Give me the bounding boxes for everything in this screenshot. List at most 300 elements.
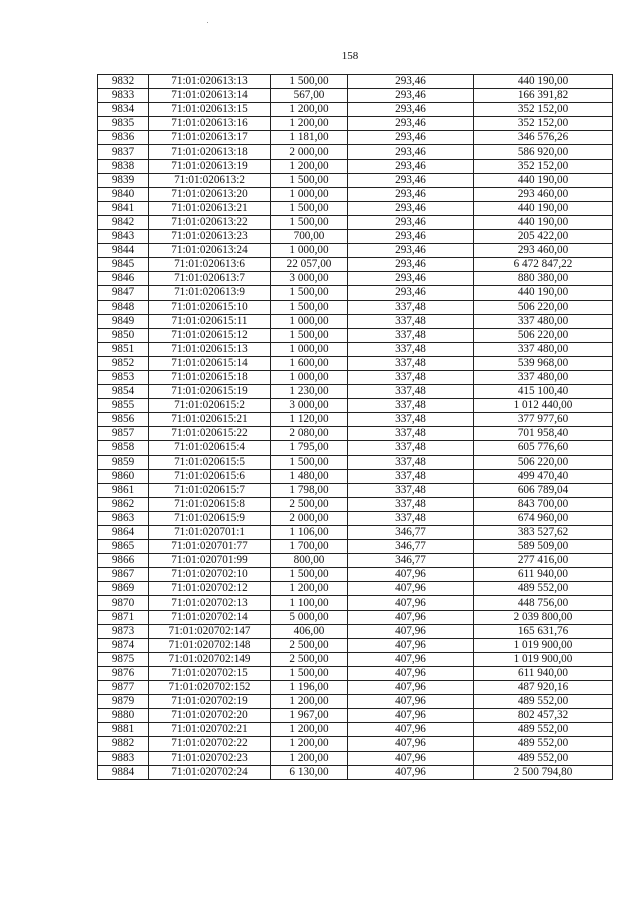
table-row [98, 159, 613, 173]
specific-value-cell: 337,48 [348, 413, 474, 427]
table-row [98, 666, 613, 680]
cadastral-value-cell: 1 012 440,00 [474, 399, 613, 413]
row-number-cell: 9847 [98, 286, 149, 300]
area-cell: 1 500,00 [271, 568, 348, 582]
specific-value-cell: 337,48 [348, 427, 474, 441]
table-row [98, 427, 613, 441]
row-number-cell: 9874 [98, 638, 149, 652]
row-number-cell: 9860 [98, 469, 149, 483]
row-number-cell: 9832 [98, 75, 149, 89]
cadastral-value-cell: 440 190,00 [474, 173, 613, 187]
specific-value-cell: 293,46 [348, 89, 474, 103]
specific-value-cell: 407,96 [348, 582, 474, 596]
specific-value-cell: 346,77 [348, 526, 474, 540]
specific-value-cell: 293,46 [348, 187, 474, 201]
area-cell: 406,00 [271, 624, 348, 638]
row-number-cell: 9855 [98, 399, 149, 413]
table-row [98, 610, 613, 624]
cadastral-number-cell: 71:01:020702:10 [149, 568, 271, 582]
cadastral-value-cell: 346 576,26 [474, 131, 613, 145]
cadastral-number-cell: 71:01:020613:24 [149, 244, 271, 258]
table-row [98, 356, 613, 370]
table-row [98, 554, 613, 568]
row-number-cell: 9879 [98, 695, 149, 709]
cadastral-number-cell: 71:01:020702:22 [149, 737, 271, 751]
table-row [98, 300, 613, 314]
cadastral-number-cell: 71:01:020615:11 [149, 314, 271, 328]
cadastral-value-cell: 293 460,00 [474, 244, 613, 258]
cadastral-value-cell: 674 960,00 [474, 511, 613, 525]
area-cell: 1 200,00 [271, 159, 348, 173]
cadastral-value-cell: 166 391,82 [474, 89, 613, 103]
specific-value-cell: 407,96 [348, 596, 474, 610]
area-cell: 1 200,00 [271, 103, 348, 117]
area-cell: 22 057,00 [271, 258, 348, 272]
row-number-cell: 9838 [98, 159, 149, 173]
specific-value-cell: 407,96 [348, 568, 474, 582]
cadastral-number-cell: 71:01:020613:13 [149, 75, 271, 89]
table-row [98, 131, 613, 145]
row-number-cell: 9867 [98, 568, 149, 582]
area-cell: 2 000,00 [271, 511, 348, 525]
row-number-cell: 9844 [98, 244, 149, 258]
specific-value-cell: 293,46 [348, 272, 474, 286]
row-number-cell: 9836 [98, 131, 149, 145]
cadastral-value-cell: 843 700,00 [474, 497, 613, 511]
specific-value-cell: 337,48 [348, 385, 474, 399]
cadastral-number-cell: 71:01:020613:22 [149, 215, 271, 229]
specific-value-cell: 293,46 [348, 173, 474, 187]
specific-value-cell: 293,46 [348, 145, 474, 159]
cadastral-value-cell: 337 480,00 [474, 370, 613, 384]
row-number-cell: 9876 [98, 666, 149, 680]
cadastral-value-cell: 415 100,40 [474, 385, 613, 399]
cadastral-value-cell: 440 190,00 [474, 286, 613, 300]
table-row [98, 244, 613, 258]
row-number-cell: 9857 [98, 427, 149, 441]
cadastral-value-cell: 165 631,76 [474, 624, 613, 638]
area-cell: 1 795,00 [271, 441, 348, 455]
area-cell: 1 500,00 [271, 455, 348, 469]
row-number-cell: 9849 [98, 314, 149, 328]
cadastral-value-cell: 448 756,00 [474, 596, 613, 610]
cadastral-value-cell: 377 977,60 [474, 413, 613, 427]
specific-value-cell: 337,48 [348, 356, 474, 370]
area-cell: 1 200,00 [271, 582, 348, 596]
cadastral-value-cell: 489 552,00 [474, 751, 613, 765]
cadastral-value-cell: 506 220,00 [474, 455, 613, 469]
table-row [98, 540, 613, 554]
row-number-cell: 9858 [98, 441, 149, 455]
area-cell: 1 500,00 [271, 215, 348, 229]
cadastral-number-cell: 71:01:020615:6 [149, 469, 271, 483]
cadastral-number-cell: 71:01:020615:13 [149, 342, 271, 356]
row-number-cell: 9837 [98, 145, 149, 159]
row-number-cell: 9865 [98, 540, 149, 554]
row-number-cell: 9852 [98, 356, 149, 370]
cadastral-value-cell: 352 152,00 [474, 159, 613, 173]
table-row [98, 230, 613, 244]
area-cell: 1 500,00 [271, 173, 348, 187]
specific-value-cell: 407,96 [348, 638, 474, 652]
cadastral-number-cell: 71:01:020615:8 [149, 497, 271, 511]
table-row [98, 526, 613, 540]
area-cell: 1 000,00 [271, 314, 348, 328]
row-number-cell: 9863 [98, 511, 149, 525]
table-row [98, 413, 613, 427]
specific-value-cell: 407,96 [348, 751, 474, 765]
cadastral-number-cell: 71:01:020615:21 [149, 413, 271, 427]
area-cell: 1 500,00 [271, 75, 348, 89]
table-row [98, 89, 613, 103]
cadastral-value-cell: 337 480,00 [474, 314, 613, 328]
table-row [98, 103, 613, 117]
area-cell: 1 500,00 [271, 300, 348, 314]
cadastral-value-cell: 489 552,00 [474, 582, 613, 596]
cadastral-number-cell: 71:01:020613:21 [149, 201, 271, 215]
cadastral-number-cell: 71:01:020702:21 [149, 723, 271, 737]
table-row [98, 215, 613, 229]
row-number-cell: 9834 [98, 103, 149, 117]
cadastral-number-cell: 71:01:020702:152 [149, 681, 271, 695]
table-row [98, 258, 613, 272]
cadastral-value-cell: 611 940,00 [474, 568, 613, 582]
row-number-cell: 9846 [98, 272, 149, 286]
cadastral-value-cell: 2 039 800,00 [474, 610, 613, 624]
cadastral-value-cell: 499 470,40 [474, 469, 613, 483]
cadastral-number-cell: 71:01:020702:13 [149, 596, 271, 610]
specific-value-cell: 293,46 [348, 103, 474, 117]
specific-value-cell: 293,46 [348, 159, 474, 173]
cadastral-number-cell: 71:01:020615:18 [149, 370, 271, 384]
cadastral-value-cell: 802 457,32 [474, 709, 613, 723]
area-cell: 567,00 [271, 89, 348, 103]
cadastral-value-cell: 293 460,00 [474, 187, 613, 201]
cadastral-number-cell: 71:01:020702:12 [149, 582, 271, 596]
cadastral-number-cell: 71:01:020615:22 [149, 427, 271, 441]
area-cell: 1 106,00 [271, 526, 348, 540]
table-row [98, 145, 613, 159]
specific-value-cell: 337,48 [348, 511, 474, 525]
cadastral-value-cell: 1 019 900,00 [474, 652, 613, 666]
cadastral-number-cell: 71:01:020613:6 [149, 258, 271, 272]
row-number-cell: 9866 [98, 554, 149, 568]
cadastral-number-cell: 71:01:020702:149 [149, 652, 271, 666]
area-cell: 1 480,00 [271, 469, 348, 483]
cadastral-number-cell: 71:01:020701:1 [149, 526, 271, 540]
specific-value-cell: 293,46 [348, 286, 474, 300]
cadastral-number-cell: 71:01:020702:19 [149, 695, 271, 709]
cadastral-number-cell: 71:01:020615:10 [149, 300, 271, 314]
cadastral-number-cell: 71:01:020613:19 [149, 159, 271, 173]
cadastral-number-cell: 71:01:020702:15 [149, 666, 271, 680]
cadastral-value-cell: 205 422,00 [474, 230, 613, 244]
cadastral-number-cell: 71:01:020702:14 [149, 610, 271, 624]
row-number-cell: 9883 [98, 751, 149, 765]
area-cell: 3 000,00 [271, 399, 348, 413]
row-number-cell: 9851 [98, 342, 149, 356]
specific-value-cell: 293,46 [348, 215, 474, 229]
cadastral-number-cell: 71:01:020615:4 [149, 441, 271, 455]
row-number-cell: 9877 [98, 681, 149, 695]
table-row [98, 723, 613, 737]
specific-value-cell: 407,96 [348, 666, 474, 680]
area-cell: 2 500,00 [271, 638, 348, 652]
cadastral-value-cell: 611 940,00 [474, 666, 613, 680]
area-cell: 1 100,00 [271, 596, 348, 610]
area-cell: 1 500,00 [271, 666, 348, 680]
cadastral-number-cell: 71:01:020615:19 [149, 385, 271, 399]
table-row [98, 652, 613, 666]
table-row [98, 695, 613, 709]
cadastral-value-cell: 337 480,00 [474, 342, 613, 356]
specific-value-cell: 337,48 [348, 483, 474, 497]
area-cell: 1 500,00 [271, 328, 348, 342]
cadastral-value-cell: 352 152,00 [474, 117, 613, 131]
row-number-cell: 9833 [98, 89, 149, 103]
cadastral-value-cell: 506 220,00 [474, 300, 613, 314]
cadastral-number-cell: 71:01:020613:7 [149, 272, 271, 286]
cadastral-value-cell: 383 527,62 [474, 526, 613, 540]
row-number-cell: 9856 [98, 413, 149, 427]
cadastral-value-cell: 2 500 794,80 [474, 765, 613, 779]
row-number-cell: 9870 [98, 596, 149, 610]
table-row [98, 737, 613, 751]
area-cell: 2 000,00 [271, 145, 348, 159]
table-row [98, 511, 613, 525]
area-cell: 1 600,00 [271, 356, 348, 370]
row-number-cell: 9835 [98, 117, 149, 131]
cadastral-number-cell: 71:01:020613:17 [149, 131, 271, 145]
cadastral-value-cell: 489 552,00 [474, 737, 613, 751]
specific-value-cell: 293,46 [348, 258, 474, 272]
row-number-cell: 9875 [98, 652, 149, 666]
specific-value-cell: 293,46 [348, 201, 474, 215]
cadastral-number-cell: 71:01:020613:23 [149, 230, 271, 244]
table-row [98, 681, 613, 695]
specific-value-cell: 337,48 [348, 441, 474, 455]
area-cell: 6 130,00 [271, 765, 348, 779]
row-number-cell: 9884 [98, 765, 149, 779]
cadastral-value-cell: 487 920,16 [474, 681, 613, 695]
table-row [98, 328, 613, 342]
row-number-cell: 9859 [98, 455, 149, 469]
table-row [98, 187, 613, 201]
cadastral-number-cell: 71:01:020702:24 [149, 765, 271, 779]
row-number-cell: 9843 [98, 230, 149, 244]
area-cell: 5 000,00 [271, 610, 348, 624]
area-cell: 1 196,00 [271, 681, 348, 695]
area-cell: 2 500,00 [271, 497, 348, 511]
cadastral-value-cell: 1 019 900,00 [474, 638, 613, 652]
table-row [98, 117, 613, 131]
page-number: 158 [341, 50, 359, 62]
area-cell: 1 181,00 [271, 131, 348, 145]
table-row [98, 286, 613, 300]
table-row [98, 638, 613, 652]
cadastral-number-cell: 71:01:020613:20 [149, 187, 271, 201]
area-cell: 1 967,00 [271, 709, 348, 723]
row-number-cell: 9854 [98, 385, 149, 399]
cadastral-value-cell: 277 416,00 [474, 554, 613, 568]
specific-value-cell: 337,48 [348, 300, 474, 314]
specific-value-cell: 346,77 [348, 540, 474, 554]
specific-value-cell: 346,77 [348, 554, 474, 568]
specific-value-cell: 407,96 [348, 737, 474, 751]
table-row [98, 483, 613, 497]
specific-value-cell: 407,96 [348, 681, 474, 695]
area-cell: 1 500,00 [271, 201, 348, 215]
table-row [98, 624, 613, 638]
table-row [98, 370, 613, 384]
cadastral-value-cell: 6 472 847,22 [474, 258, 613, 272]
cadastral-number-cell: 71:01:020613:15 [149, 103, 271, 117]
table-row [98, 751, 613, 765]
table-row [98, 173, 613, 187]
area-cell: 2 080,00 [271, 427, 348, 441]
cadastral-value-cell: 440 190,00 [474, 201, 613, 215]
cadastral-number-cell: 71:01:020615:7 [149, 483, 271, 497]
area-cell: 1 000,00 [271, 187, 348, 201]
row-number-cell: 9873 [98, 624, 149, 638]
specific-value-cell: 407,96 [348, 709, 474, 723]
cadastral-value-cell: 440 190,00 [474, 75, 613, 89]
row-number-cell: 9871 [98, 610, 149, 624]
area-cell: 700,00 [271, 230, 348, 244]
cadastral-number-cell: 71:01:020615:9 [149, 511, 271, 525]
area-cell: 1 200,00 [271, 723, 348, 737]
cadastral-number-cell: 71:01:020613:9 [149, 286, 271, 300]
area-cell: 1 798,00 [271, 483, 348, 497]
row-number-cell: 9845 [98, 258, 149, 272]
table-row [98, 385, 613, 399]
table-row [98, 314, 613, 328]
area-cell: 3 000,00 [271, 272, 348, 286]
cadastral-value-cell: 880 380,00 [474, 272, 613, 286]
row-number-cell: 9853 [98, 370, 149, 384]
area-cell: 1 700,00 [271, 540, 348, 554]
cadastral-number-cell: 71:01:020702:147 [149, 624, 271, 638]
specific-value-cell: 337,48 [348, 314, 474, 328]
cadastral-number-cell: 71:01:020701:99 [149, 554, 271, 568]
table-row [98, 441, 613, 455]
specific-value-cell: 407,96 [348, 624, 474, 638]
area-cell: 1 200,00 [271, 751, 348, 765]
specific-value-cell: 337,48 [348, 328, 474, 342]
area-cell: 1 230,00 [271, 385, 348, 399]
cadastral-number-cell: 71:01:020702:20 [149, 709, 271, 723]
cadastral-number-cell: 71:01:020701:77 [149, 540, 271, 554]
area-cell: 1 200,00 [271, 737, 348, 751]
row-number-cell: 9841 [98, 201, 149, 215]
row-number-cell: 9869 [98, 582, 149, 596]
cadastral-number-cell: 71:01:020615:2 [149, 399, 271, 413]
specific-value-cell: 293,46 [348, 131, 474, 145]
cadastral-number-cell: 71:01:020613:2 [149, 173, 271, 187]
cadastral-number-cell: 71:01:020615:5 [149, 455, 271, 469]
table-body [98, 75, 613, 780]
cadastral-number-cell: 71:01:020613:16 [149, 117, 271, 131]
area-cell: 1 000,00 [271, 342, 348, 356]
cadastral-value-cell: 586 920,00 [474, 145, 613, 159]
table-row [98, 596, 613, 610]
row-number-cell: 9861 [98, 483, 149, 497]
cadastral-value-cell: 489 552,00 [474, 695, 613, 709]
cadastral-number-cell: 71:01:020702:148 [149, 638, 271, 652]
area-cell: 1 500,00 [271, 286, 348, 300]
specific-value-cell: 337,48 [348, 370, 474, 384]
area-cell: 2 500,00 [271, 652, 348, 666]
area-cell: 1 200,00 [271, 695, 348, 709]
cadastral-value-cell: 489 552,00 [474, 723, 613, 737]
cadastral-value-cell: 352 152,00 [474, 103, 613, 117]
scan-speck [207, 22, 208, 23]
row-number-cell: 9840 [98, 187, 149, 201]
specific-value-cell: 407,96 [348, 695, 474, 709]
specific-value-cell: 293,46 [348, 117, 474, 131]
cadastral-value-cell: 440 190,00 [474, 215, 613, 229]
table-row [98, 497, 613, 511]
row-number-cell: 9882 [98, 737, 149, 751]
row-number-cell: 9839 [98, 173, 149, 187]
table-row [98, 709, 613, 723]
cadastral-value-cell: 606 789,04 [474, 483, 613, 497]
cadastral-number-cell: 71:01:020613:14 [149, 89, 271, 103]
cadastral-number-cell: 71:01:020702:23 [149, 751, 271, 765]
row-number-cell: 9842 [98, 215, 149, 229]
cadastral-number-cell: 71:01:020613:18 [149, 145, 271, 159]
table-row [98, 765, 613, 779]
area-cell: 1 000,00 [271, 244, 348, 258]
cadastral-number-cell: 71:01:020615:14 [149, 356, 271, 370]
specific-value-cell: 337,48 [348, 497, 474, 511]
specific-value-cell: 407,96 [348, 652, 474, 666]
cadastral-value-cell: 605 776,60 [474, 441, 613, 455]
table-row [98, 399, 613, 413]
specific-value-cell: 293,46 [348, 244, 474, 258]
area-cell: 1 000,00 [271, 370, 348, 384]
table-row [98, 342, 613, 356]
table-row [98, 568, 613, 582]
specific-value-cell: 337,48 [348, 469, 474, 483]
row-number-cell: 9881 [98, 723, 149, 737]
cadastral-value-cell: 701 958,40 [474, 427, 613, 441]
area-cell: 1 200,00 [271, 117, 348, 131]
specific-value-cell: 293,46 [348, 75, 474, 89]
specific-value-cell: 407,96 [348, 610, 474, 624]
area-cell: 800,00 [271, 554, 348, 568]
row-number-cell: 9850 [98, 328, 149, 342]
specific-value-cell: 407,96 [348, 765, 474, 779]
cadastral-value-cell: 539 968,00 [474, 356, 613, 370]
row-number-cell: 9848 [98, 300, 149, 314]
specific-value-cell: 407,96 [348, 723, 474, 737]
area-cell: 1 120,00 [271, 413, 348, 427]
table-row [98, 469, 613, 483]
cadastral-value-table [97, 74, 613, 780]
cadastral-number-cell: 71:01:020615:12 [149, 328, 271, 342]
table-row [98, 455, 613, 469]
specific-value-cell: 293,46 [348, 230, 474, 244]
table-row [98, 75, 613, 89]
row-number-cell: 9880 [98, 709, 149, 723]
specific-value-cell: 337,48 [348, 399, 474, 413]
table-row [98, 201, 613, 215]
row-number-cell: 9864 [98, 526, 149, 540]
table-row [98, 272, 613, 286]
cadastral-value-cell: 506 220,00 [474, 328, 613, 342]
specific-value-cell: 337,48 [348, 455, 474, 469]
